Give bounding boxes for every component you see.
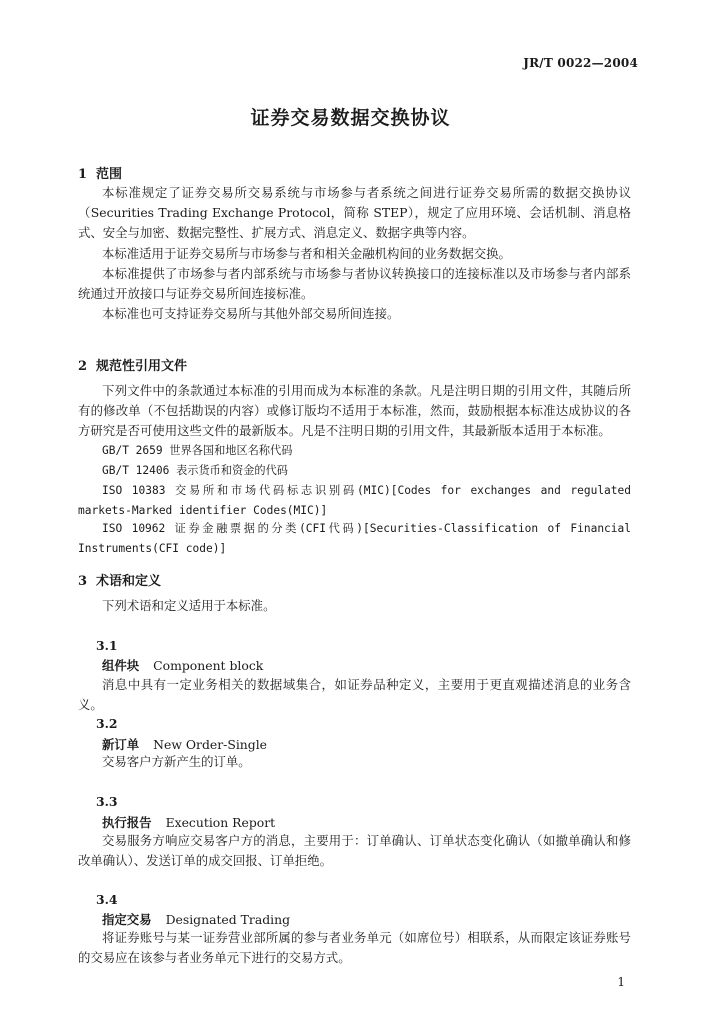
term-en: Execution Report xyxy=(165,815,276,830)
term-zh: 执行报告 xyxy=(102,815,152,830)
page-number: 1 xyxy=(617,975,625,989)
term-definition: 消息中具有一定业务相关的数据域集合，如证券品种定义，主要用于更直观描述消息的业务含义。 xyxy=(78,677,631,712)
reference-item: ISO 10962 证券金融票据的分类(CFI代码)[Securities-Classification of Financial Instruments(CFI code)] xyxy=(78,522,631,555)
section-2-heading xyxy=(78,355,187,374)
term-heading xyxy=(102,656,263,674)
section-3-heading xyxy=(78,570,161,589)
term-definition: 将证券账号与某一证券营业部所属的参与者业务单元（如席位号）相联系，从而限定该证券账号的交易应在该参与者业务单元下进行的交易方式。 xyxy=(78,930,631,965)
term-zh: 新订单 xyxy=(102,737,140,752)
section-1-paragraph-1: 本标准规定了证券交易所交易系统与市场参与者系统之间进行证券交易所需的数据交换协议（Securities Trading Exchange Protocol，简称 STEP），规定了应用环境、会话机制、消息格式、安全与加密、数据完整性、扩展方式、消息定义、数据字典等内容。 xyxy=(78,185,631,240)
section-1-paragraph-3: 本标准提供了市场参与者内部系统与市场参与者协议转换接口的连接标准以及市场参与者内部系统通过开放接口与证券交易所间连接标准。 xyxy=(78,266,631,301)
reference-item: GB/T 2659 世界各国和地区名称代码 xyxy=(102,444,293,457)
section-1-heading xyxy=(78,163,122,182)
term-number: 3.2 xyxy=(96,716,118,731)
term-en: New Order-Single xyxy=(153,737,268,752)
section-2-intro: 下列文件中的条款通过本标准的引用而成为本标准的条款。凡是注明日期的引用文件，其随后所有的修改单（不包括勘误的内容）或修订版均不适用于本标准，然而，鼓励根据本标准达成协议的各方研究是否可使用这些文件的最新版本。凡是不注明日期的引用文件，其最新版本适用于本标准。 xyxy=(78,383,631,438)
term-number: 3.1 xyxy=(96,638,118,653)
reference-item: ISO 10383 交易所和市场代码标志识别码(MIC)[Codes for exchanges and regulated markets-Marked identifier Codes(MIC)] xyxy=(78,484,631,517)
term-zh: 指定交易 xyxy=(102,912,152,927)
term-en: Component block xyxy=(153,658,264,673)
section-1-paragraph-2: 本标准适用于证券交易所与市场参与者和相关金融机构间的业务数据交换。 xyxy=(102,246,511,261)
reference-item: GB/T 12406 表示货币和资金的代码 xyxy=(102,464,288,477)
term-en: Designated Trading xyxy=(165,912,291,927)
term-definition: 交易服务方响应交易客户方的消息，主要用于：订单确认、订单状态变化确认（如撤单确认和修改单确认）、发送订单的成交回报、订单拒绝。 xyxy=(78,833,631,868)
term-number: 3.4 xyxy=(96,892,118,907)
term-heading xyxy=(102,910,290,928)
document-title: 证券交易数据交换协议 xyxy=(250,107,451,129)
section-1-paragraph-4: 本标准也可支持证券交易所与其他外部交易所间连接。 xyxy=(102,306,400,321)
section-number: 1 xyxy=(78,167,88,182)
term-heading xyxy=(102,735,267,753)
section-number: 2 xyxy=(78,359,88,374)
section-title: 规范性引用文件 xyxy=(96,359,188,374)
term-heading xyxy=(102,813,275,831)
section-title: 术语和定义 xyxy=(96,574,162,589)
term-zh: 组件块 xyxy=(102,658,140,673)
term-definition: 交易客户方新产生的订单。 xyxy=(102,754,251,769)
standard-code: JR/T 0022—2004 xyxy=(523,56,638,70)
section-number: 3 xyxy=(78,574,88,589)
section-title: 范围 xyxy=(96,167,123,182)
term-number: 3.3 xyxy=(96,794,118,809)
section-3-intro: 下列术语和定义适用于本标准。 xyxy=(102,598,276,613)
